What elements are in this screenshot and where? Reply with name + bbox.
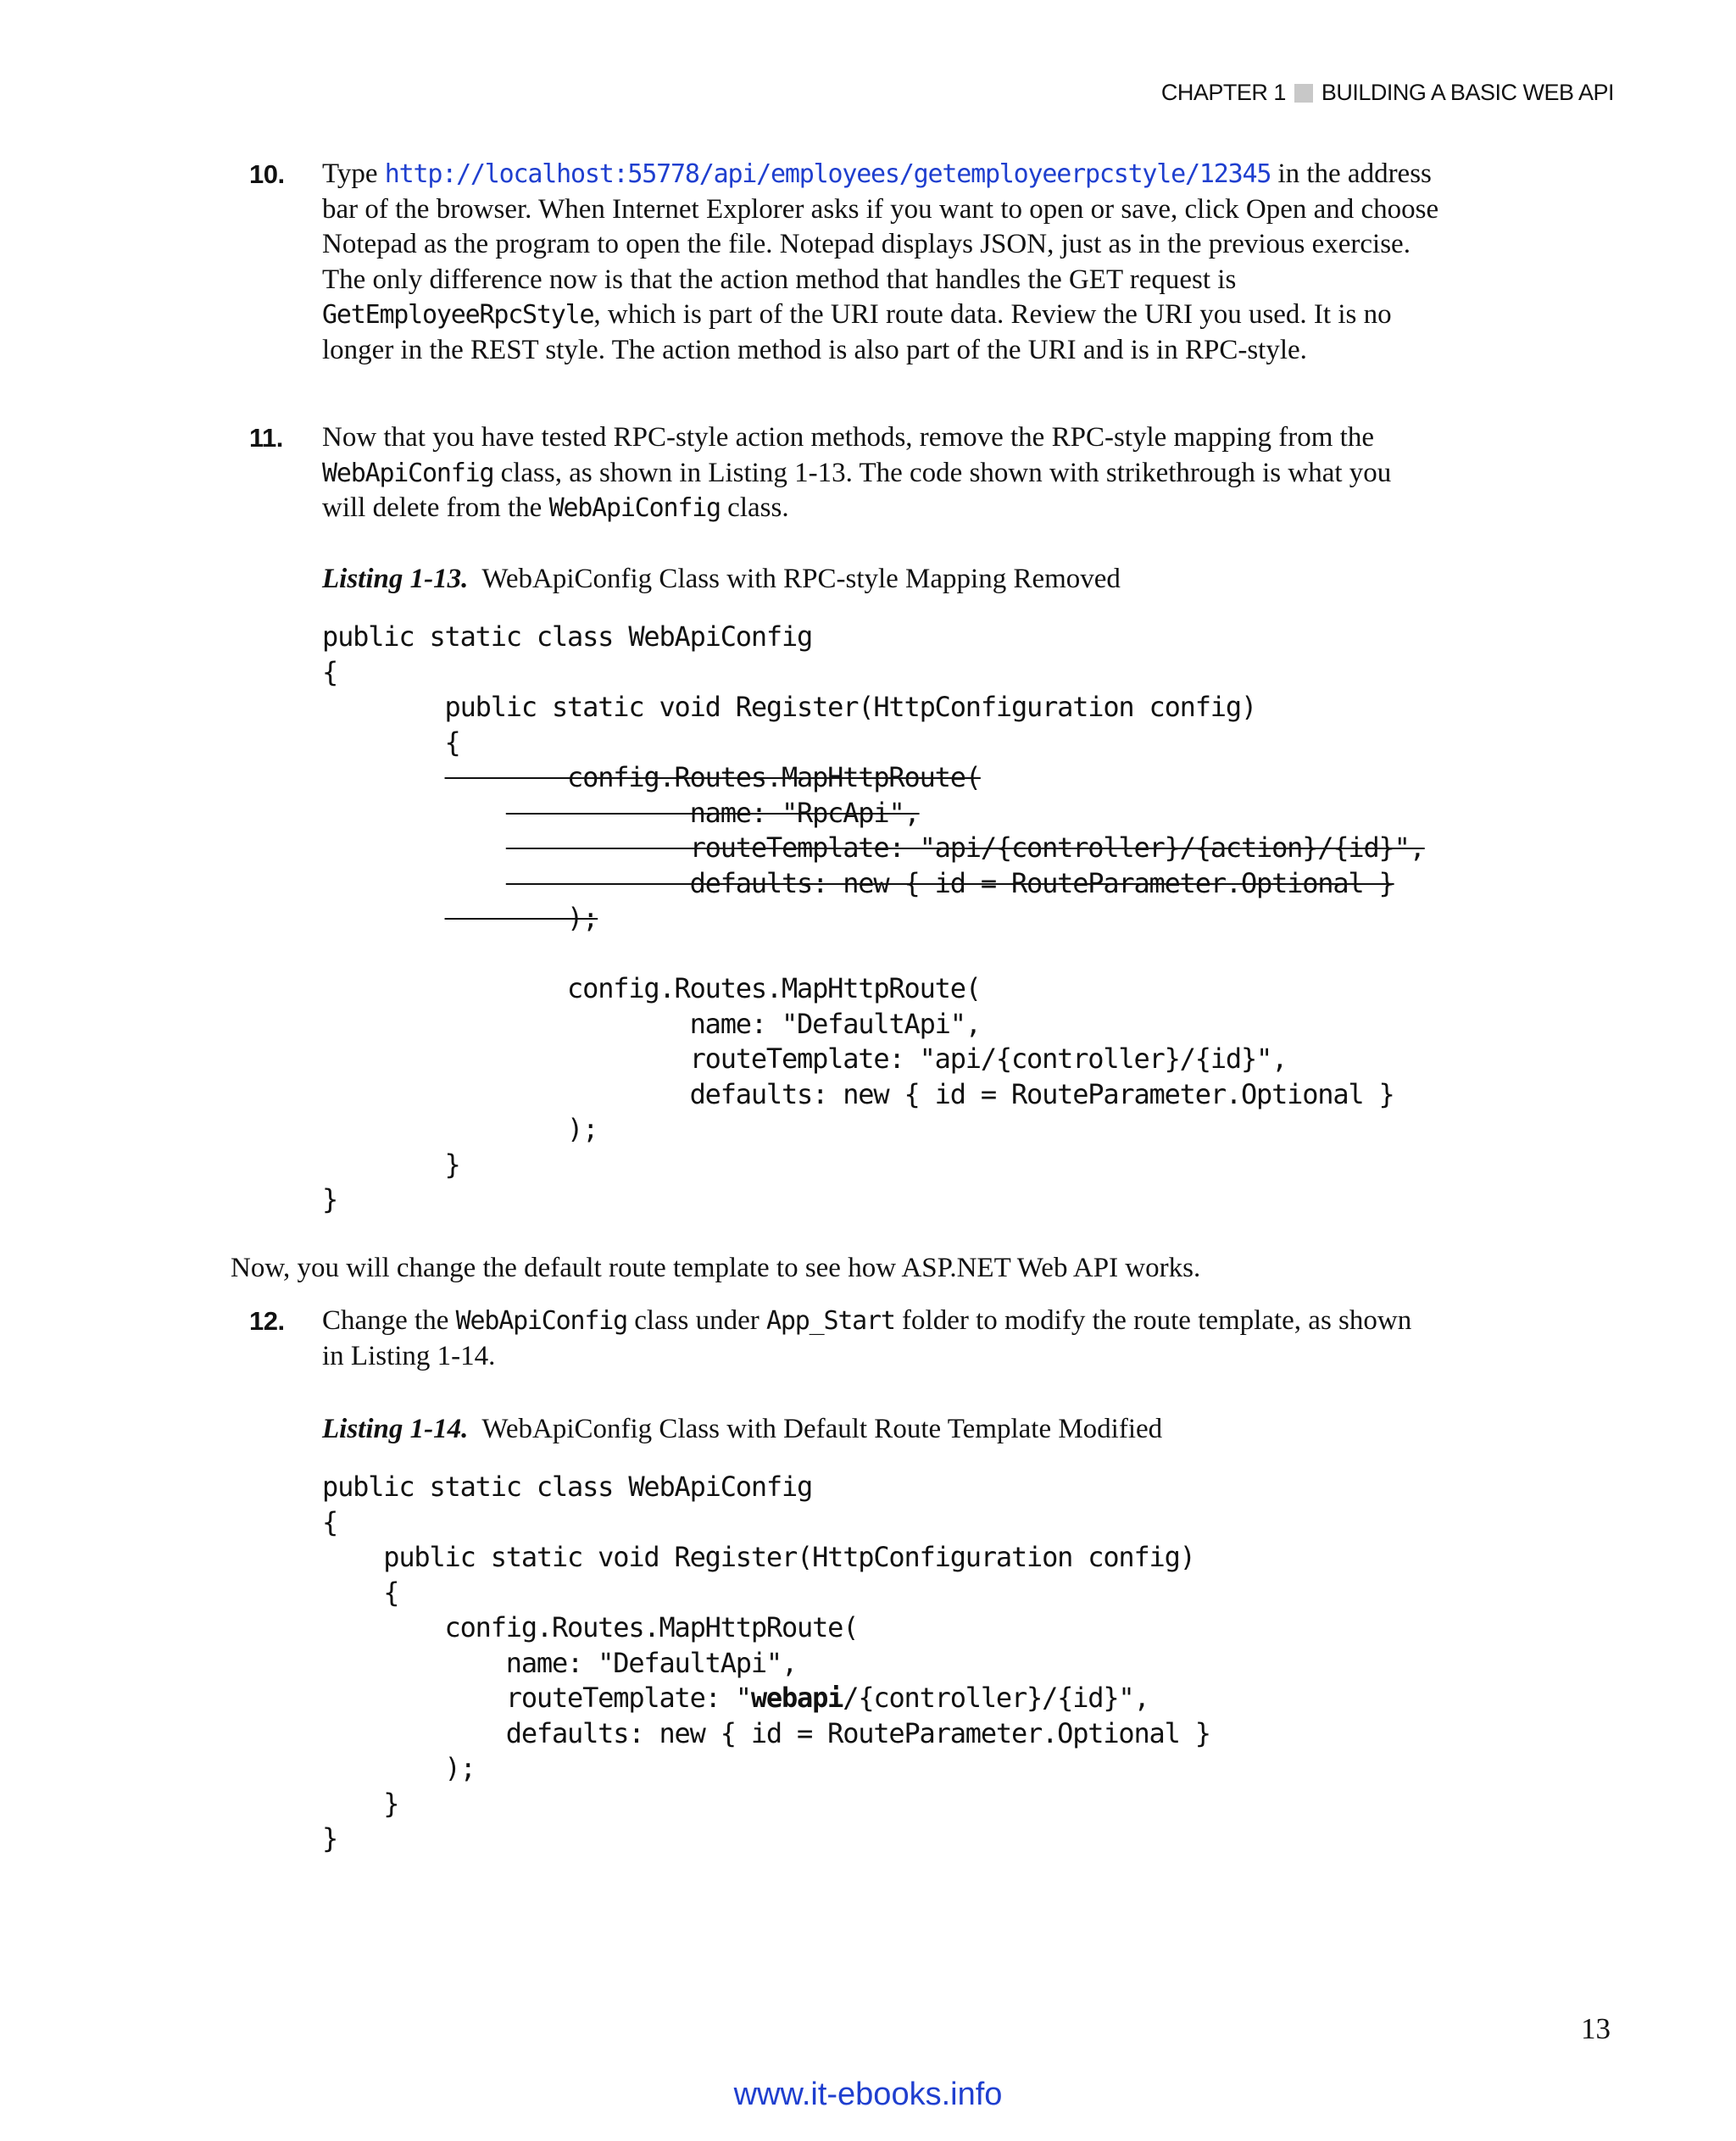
code-line bbox=[322, 1540, 1210, 1576]
step-text-part: Now that you have tested RPC-style action methods, remove the RPC-style mapping from the bbox=[322, 422, 1374, 453]
code-text: public static void Register(HttpConfiguration config) bbox=[383, 691, 1257, 723]
step-text-part: class under bbox=[626, 1305, 767, 1336]
step-12 bbox=[251, 1304, 1438, 1374]
code-text: public static class WebApiConfig bbox=[322, 1471, 813, 1503]
highlighted-code-text: webapi bbox=[750, 1682, 843, 1714]
chapter-label: CHAPTER 1 bbox=[1160, 80, 1286, 105]
code-line bbox=[322, 726, 1425, 761]
localhost-url-link[interactable]: http://localhost:55778/api/employees/getemployeerpcstyle/12345 bbox=[384, 159, 1271, 189]
code-line bbox=[322, 866, 1425, 902]
code-line bbox=[322, 690, 1425, 726]
step-10 bbox=[251, 157, 1438, 368]
step-text-part: Type bbox=[322, 158, 385, 189]
code-text: public static void Register(HttpConfiguration config) bbox=[322, 1541, 1195, 1573]
listing-label: Listing 1-14. bbox=[322, 1414, 469, 1444]
footer-link[interactable]: www.it-ebooks.info bbox=[733, 2077, 1003, 2112]
code-line bbox=[322, 1470, 1210, 1505]
code-line bbox=[322, 971, 1425, 1007]
struck-code-text: routeTemplate: "api/{controller}/{action}/{id}", bbox=[505, 831, 1425, 864]
code-line bbox=[322, 1576, 1210, 1611]
code-line bbox=[322, 655, 1425, 691]
code-text: /{controller}/{id}", bbox=[843, 1682, 1149, 1714]
code-text: } bbox=[322, 1787, 399, 1820]
inline-code: GetEmployeeRpcStyle bbox=[322, 300, 594, 330]
step-text bbox=[322, 1304, 1416, 1374]
code-text: { bbox=[322, 1505, 338, 1538]
struck-code-text: ); bbox=[444, 902, 598, 934]
step-11 bbox=[251, 420, 1438, 526]
step-text-part: in the address bar of the browser. When Internet Explorer asks if you want to open or save, click Open and choose Notepad as the program to open the file. Notepad displays JSON, just as in the previous exercise. The only difference now is that the action method that handles the GET request is bbox=[322, 158, 1439, 295]
code-text: { bbox=[383, 726, 460, 759]
code-line bbox=[322, 760, 1425, 796]
code-line bbox=[322, 937, 1425, 972]
code-line bbox=[322, 901, 1425, 937]
code-text: { bbox=[322, 1576, 399, 1609]
step-text bbox=[322, 420, 1441, 526]
code-text: config.Routes.MapHttpRoute( bbox=[322, 1611, 859, 1643]
step-number: 10. bbox=[249, 159, 285, 189]
code-line bbox=[322, 1610, 1210, 1646]
code-line bbox=[322, 1077, 1425, 1113]
code-text: } bbox=[322, 1822, 338, 1855]
code-text: } bbox=[383, 1148, 460, 1181]
listing-13-caption bbox=[322, 564, 1121, 595]
code-text: routeTemplate: " bbox=[322, 1682, 751, 1714]
code-text: { bbox=[322, 655, 338, 688]
page-number: 13 bbox=[1581, 2012, 1611, 2045]
code-text: name: "DefaultApi", bbox=[322, 1646, 798, 1679]
struck-code-text: config.Routes.MapHttpRoute( bbox=[444, 761, 981, 793]
inline-code: App_Start bbox=[766, 1306, 895, 1336]
code-line bbox=[322, 1646, 1210, 1682]
code-line bbox=[322, 796, 1425, 831]
code-line bbox=[322, 1505, 1210, 1541]
code-line bbox=[322, 1681, 1210, 1716]
inline-code: WebApiConfig bbox=[548, 493, 721, 523]
listing-14-caption bbox=[322, 1414, 1162, 1445]
code-text: routeTemplate: "api/{controller}/{id}", bbox=[505, 1043, 1288, 1075]
step-text-part: class. bbox=[720, 492, 789, 523]
listing-14-code bbox=[322, 1470, 1210, 1857]
step-text bbox=[322, 157, 1441, 368]
code-text: } bbox=[322, 1183, 338, 1215]
code-line bbox=[322, 1821, 1210, 1857]
step-text-part: Change the bbox=[322, 1305, 456, 1336]
code-text: defaults: new { id = RouteParameter.Optional } bbox=[322, 1716, 1210, 1749]
step-text-part: folder to modify the route template, as shown in Listing 1-14. bbox=[322, 1305, 1412, 1371]
separator-square-icon bbox=[1294, 84, 1313, 103]
code-line bbox=[322, 1007, 1425, 1043]
listing-13-code bbox=[322, 620, 1425, 1218]
listing-title: WebApiConfig Class with RPC-style Mapping Removed bbox=[481, 564, 1121, 594]
code-text: config.Routes.MapHttpRoute( bbox=[444, 972, 981, 1004]
code-text: ); bbox=[322, 1752, 476, 1784]
body-paragraph: Now, you will change the default route template to see how ASP.NET Web API works. bbox=[231, 1253, 1201, 1283]
running-head bbox=[1161, 80, 1614, 106]
code-line bbox=[322, 1716, 1210, 1752]
listing-title: WebApiConfig Class with Default Route Template Modified bbox=[481, 1414, 1163, 1444]
inline-code: WebApiConfig bbox=[455, 1306, 627, 1336]
struck-code-text: defaults: new { id = RouteParameter.Optional } bbox=[505, 866, 1394, 899]
code-text: defaults: new { id = RouteParameter.Optional } bbox=[505, 1077, 1394, 1110]
step-number: 12. bbox=[249, 1306, 285, 1336]
code-line bbox=[322, 1042, 1425, 1077]
code-line bbox=[322, 620, 1425, 655]
listing-label: Listing 1-13. bbox=[322, 564, 469, 594]
code-text: ); bbox=[444, 1113, 598, 1145]
code-text: public static class WebApiConfig bbox=[322, 620, 813, 653]
code-line bbox=[322, 1112, 1425, 1148]
chapter-title: BUILDING A BASIC WEB API bbox=[1321, 80, 1614, 105]
step-text-part: , which is part of the URI route data. Review the URI you used. It is no longer in the REST style. The action method is also part of the URI and is in RPC-style. bbox=[322, 299, 1392, 365]
code-line bbox=[322, 1751, 1210, 1787]
struck-code-text: name: "RpcApi", bbox=[505, 796, 920, 829]
code-line bbox=[322, 1148, 1425, 1183]
step-number: 11. bbox=[249, 423, 283, 453]
inline-code: WebApiConfig bbox=[322, 458, 494, 488]
code-line bbox=[322, 1182, 1425, 1218]
step-text-part: class, as shown in Listing 1-13. The code shown with strikethrough is what you will delete from the bbox=[322, 457, 1392, 523]
code-line bbox=[322, 831, 1425, 866]
code-text: name: "DefaultApi", bbox=[505, 1007, 981, 1040]
code-line bbox=[322, 1787, 1210, 1822]
